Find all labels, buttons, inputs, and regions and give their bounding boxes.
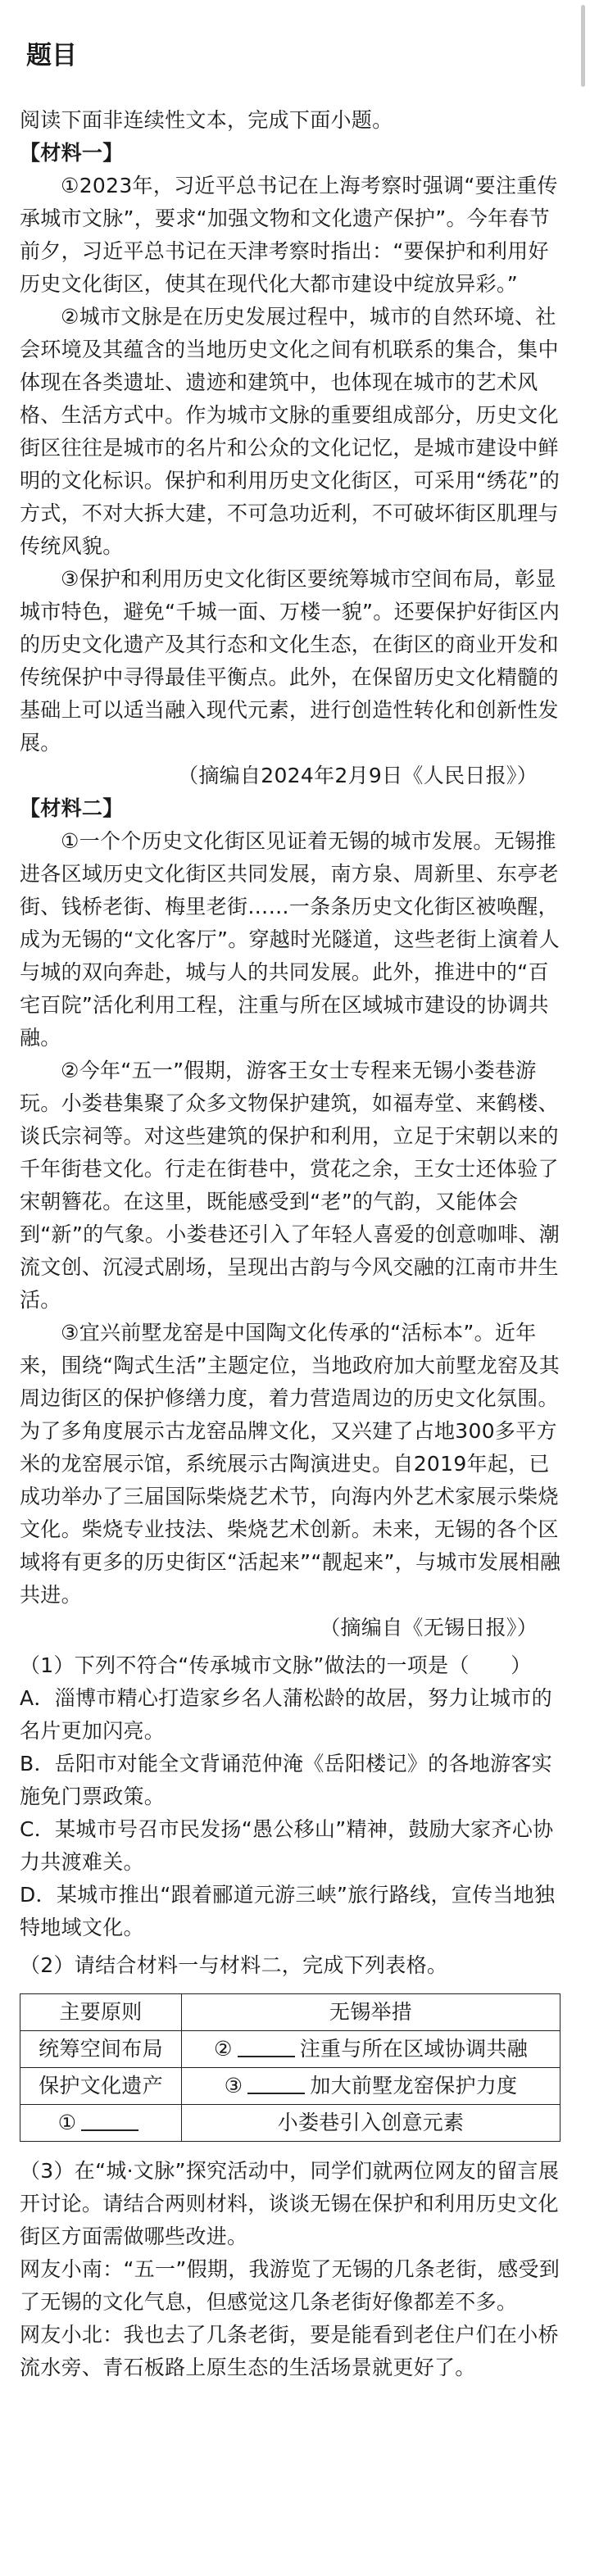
measure-text: 注重与所在区域协调共融 xyxy=(299,2037,529,2061)
table-header-measure: 无锡举措 xyxy=(182,1994,560,2031)
material2-paragraph-2: ②今年“五一”假期，游客王女士专程来无锡小娄巷游玩。小娄巷集聚了众多文物保护建筑，如福寿堂、来鹤楼、谈氏宗祠等。对这些建筑的保护和利用，立足于宋朝以来的千年街巷文化。行走在街巷中，赏花之余，王女士还体验了宋朝簪花。在这里，既能感受到“老”的气韵，又能体会到“新”的气象。小娄巷还引入了年轻人喜爱的创意咖啡、潮流文创、沉浸式剧场，呈现出古韵与今风交融的江南市井生活。 xyxy=(20,1059,560,1313)
table-row xyxy=(20,2031,560,2068)
material2-label: 【材料二】 xyxy=(20,796,124,821)
option-d[interactable]: D．某城市推出“跟着郦道元游三峡”旅行路线，宣传当地独特地域文化。 xyxy=(20,1883,556,1940)
material1-paragraph-2: ②城市文脉是在历史发展过程中，城市的自然环境、社会环境及其蕴含的当地历史文化之间有机联系的集合，集中体现在各类遗址、遗迹和建筑中，也体现在城市的艺术风格、生活方式中。作为城市文脉的重要组成部分，历史文化街区往往是城市的名片和公众的文化记忆，是城市建设中鲜明的文化标识。保护和利用历史文化街区，可采用“绣花”的方式，不对大拆大建，不可急功近利，不可破坏街区肌理与传统风貌。 xyxy=(20,305,560,559)
netizen-comment-2: 网友小北：我也去了几条老街，要是能看到老住户们在小桥流水旁、青石板路上原生态的生活场景就更好了。 xyxy=(20,2323,559,2380)
answer-blank-3[interactable] xyxy=(247,2071,305,2094)
option-c[interactable]: C．某城市号召市民发扬“愚公移山”精神，鼓励大家齐心协力共渡难关。 xyxy=(20,1817,554,1875)
table-header-row xyxy=(20,1994,560,2031)
scrollbar-thumb[interactable] xyxy=(581,5,585,87)
blank-number: ① xyxy=(57,2111,77,2135)
option-a[interactable]: A．淄博市精心打造家乡名人蒲松龄的故居，努力让城市的名片更加闪亮。 xyxy=(20,1686,552,1744)
netizen-comment-1: 网友小南：“五一”假期，我游览了无锡的几条老街，感受到了无锡的文化气息，但感觉这几条老街好像都差不多。 xyxy=(20,2257,560,2315)
question-2-stem: （2）请结合材料一与材料二，完成下列表格。 xyxy=(20,1953,448,1978)
material1-label: 【材料一】 xyxy=(20,141,124,166)
question-body xyxy=(20,104,567,2384)
table-row xyxy=(20,2068,560,2105)
material1-source: （摘编自2024年2月9日《人民日报》） xyxy=(178,764,538,788)
question-1-stem: （1）下列不符合“传承城市文脉”做法的一项是（ ） xyxy=(20,1653,532,1678)
option-b[interactable]: B．岳阳市对能全文背诵范仲淹《岳阳楼记》的各地游客实施免门票政策。 xyxy=(20,1752,552,1809)
material1-paragraph-3: ③保护和利用历史文化街区要统筹城市空间布局，彰显城市特色，避免“千城一面、万楼一貌”。还要保护好街区内的历史文化遗产及其行态和文化生态，在街区的商业开发和传统保护中寻得最佳平衡点。此外，在保留历史文化精髓的基础上可以适当融入现代元素，进行创造性转化和创新性发展。 xyxy=(20,567,560,755)
measure-text: 加大前墅龙窑保护力度 xyxy=(310,2074,518,2098)
instruction-text: 阅读下面非连续性文本，完成下面小题。 xyxy=(20,108,393,133)
answer-blank-1[interactable] xyxy=(81,2108,138,2131)
table-cell-principle: 保护文化遗产 xyxy=(20,2068,182,2105)
table-header-principle: 主要原则 xyxy=(20,1994,182,2031)
table-cell-measure: 小娄巷引入创意元素 xyxy=(182,2105,560,2142)
answer-blank-2[interactable] xyxy=(238,2034,295,2057)
material2-paragraph-3: ③宜兴前墅龙窑是中国陶文化传承的“活标本”。近年来，围绕“陶式生活”主题定位，当地政府加大前墅龙窑及其周边街区的保护修缮力度，着力营造周边的历史文化氛围。为了多角度展示古龙窑品牌文化，又兴建了占地300多平方米的龙窑展示馆，系统展示古陶演进史。自2019年起，已成功举办了三届国际柴烧艺术节，向海内外艺术家展示柴烧文化。柴烧专业技法、柴烧艺术创新。未来，无锡的各个区域将有更多的历史街区“活起来”“靓起来”，与城市发展相融共进。 xyxy=(20,1321,561,1608)
table-cell-principle xyxy=(20,2105,182,2142)
blank-number: ② xyxy=(213,2037,233,2061)
table-cell-measure xyxy=(182,2031,560,2068)
table-cell-principle: 统筹空间布局 xyxy=(20,2031,182,2068)
page-title: 题目 xyxy=(26,41,77,70)
answer-table xyxy=(20,1993,560,2142)
table-row xyxy=(20,2105,560,2142)
table-cell-measure xyxy=(182,2068,560,2105)
material2-source: （摘编自《无锡日报》） xyxy=(320,1616,538,1640)
question-3-stem: （3）在“城·文脉”探究活动中，同学们就两位网友的留言展开讨论。请结合两则材料，谈谈无锡在保护和利用历史文化街区方面需做哪些改进。 xyxy=(20,2159,560,2249)
material1-paragraph-1: ①2023年，习近平总书记在上海考察时强调“要注重传承城市文脉”，要求“加强文物和文化遗产保护”。今年春节前夕，习近平总书记在天津考察时指出：“要保护和利用好历史文化街区，使其在现代化大都市建设中绽放异彩。” xyxy=(20,174,558,297)
material2-paragraph-1: ①一个个历史文化街区见证着无锡的城市发展。无锡推进各区域历史文化街区共同发展，南方泉、周新里、东亭老街、钱桥老街、梅里老街……一条条历史文化街区被唤醒，成为无锡的“文化客厅”。穿越时光隧道，这些老街上演着人与城的双向奔赴，城与人的共同发展。此外，推进中的“百宅百院”活化利用工程，注重与所在区域城市建设的协调共融。 xyxy=(20,829,560,1050)
blank-number: ③ xyxy=(224,2074,243,2098)
